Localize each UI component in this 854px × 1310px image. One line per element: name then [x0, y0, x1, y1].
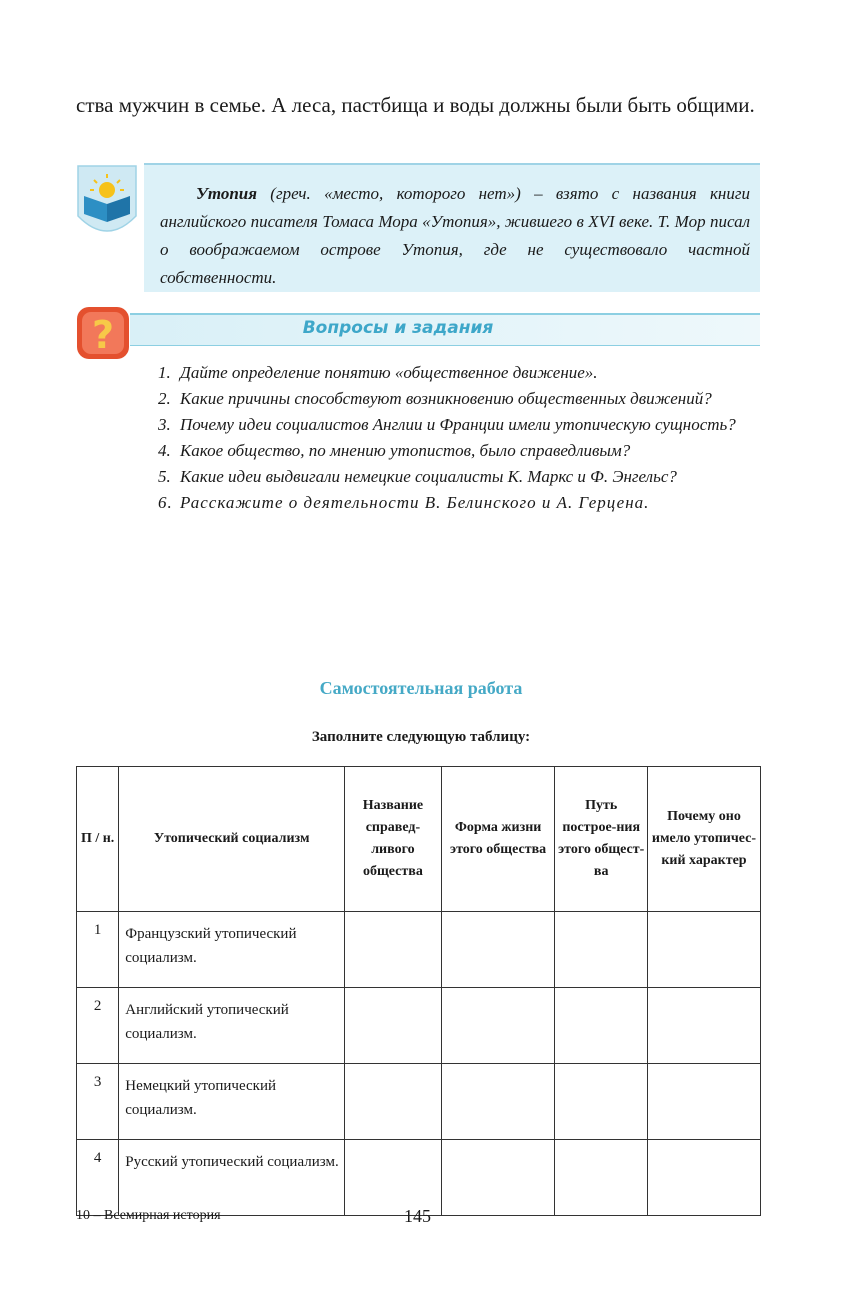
- row-name: Французский утопический социализм.: [119, 912, 345, 988]
- question-number: 2.: [158, 389, 171, 408]
- question-number: 6.: [158, 493, 173, 512]
- question-number: 3.: [158, 415, 171, 434]
- row-number: 3: [77, 1064, 119, 1140]
- row-name: Немецкий утопический социализм.: [119, 1064, 345, 1140]
- row-number: 1: [77, 912, 119, 988]
- definition-term: Утопия: [196, 184, 257, 203]
- row-number: 4: [77, 1140, 119, 1216]
- header-why-utopian: Почему оно имело утопичес-кий характер: [647, 767, 760, 912]
- question-mark-icon: [74, 304, 132, 362]
- table-cell[interactable]: [555, 912, 647, 988]
- intro-paragraph: ства мужчин в семье. А леса, пастбища и воды должны были быть общими.: [76, 93, 755, 117]
- question-item: [158, 386, 750, 412]
- table-cell[interactable]: [441, 988, 555, 1064]
- question-item: [158, 490, 750, 516]
- page-number: 145: [404, 1206, 431, 1226]
- table-cell[interactable]: [555, 1140, 647, 1216]
- table-row: [77, 988, 761, 1064]
- definition-text: [160, 180, 750, 292]
- question-item: [158, 438, 750, 464]
- question-text: Какие идеи выдвигали немецкие социалисты К. Маркс и Ф. Энгельс?: [180, 467, 677, 486]
- row-name: Русский утопический социализм.: [119, 1140, 345, 1216]
- question-item: [158, 412, 750, 438]
- table-cell[interactable]: [647, 1064, 760, 1140]
- worksheet-table: [76, 766, 761, 1216]
- footer-book-title: 10 – Всемирная история: [76, 1208, 221, 1223]
- questions-title: Вопросы и задания: [302, 318, 494, 338]
- question-text: Какие причины способствуют возникновению общественных движений?: [180, 389, 712, 408]
- table-cell[interactable]: [441, 1140, 555, 1216]
- question-number: 1.: [158, 363, 171, 382]
- question-item: [158, 360, 750, 386]
- table-row: [77, 912, 761, 988]
- table-cell[interactable]: [555, 988, 647, 1064]
- table-row: [77, 1064, 761, 1140]
- question-text: Расскажите о деятельности В. Белинского и А. Герцена.: [180, 493, 650, 512]
- table-header-row: [77, 767, 761, 912]
- svg-text:?: ?: [91, 313, 115, 357]
- header-number: П / н.: [77, 767, 119, 912]
- open-book-sun-icon: [76, 164, 138, 240]
- table-cell[interactable]: [647, 912, 760, 988]
- questions-list: [158, 360, 750, 516]
- question-text: Дайте определение понятию «общественное движение».: [180, 363, 598, 382]
- table-cell[interactable]: [441, 912, 555, 988]
- question-number: 5.: [158, 467, 171, 486]
- question-text: Почему идеи социалистов Англии и Франции имели утопическую сущность?: [180, 415, 736, 434]
- row-name: Английский утопический социализм.: [119, 988, 345, 1064]
- self-work-title: Самостоятельная работа: [319, 678, 523, 698]
- table-cell[interactable]: [441, 1064, 555, 1140]
- definition-body: (греч. «место, которого нет») – взято с названия книги английского писателя Томаса Мора «Утопия», жившего в XVI веке. Т. Мор писал о воображаемом острове Утопия, где не существовало частной собственности.: [160, 184, 750, 287]
- table-cell[interactable]: [345, 988, 442, 1064]
- row-number: 2: [77, 988, 119, 1064]
- table-cell[interactable]: [555, 1064, 647, 1140]
- question-text: Какое общество, по мнению утопистов, было справедливым?: [180, 441, 631, 460]
- table-instruction: Заполните следующую таблицу:: [311, 729, 531, 745]
- header-form-of-life: Форма жизни этого общества: [441, 767, 555, 912]
- table-cell[interactable]: [345, 912, 442, 988]
- header-just-society-name: Название справед-ливого общества: [345, 767, 442, 912]
- question-number: 4.: [158, 441, 171, 460]
- header-path-of-building: Путь построе-ния этого общест-ва: [555, 767, 647, 912]
- table-cell[interactable]: [345, 1064, 442, 1140]
- question-item: [158, 464, 750, 490]
- table-cell[interactable]: [647, 1140, 760, 1216]
- table-cell[interactable]: [647, 988, 760, 1064]
- header-utopian-socialism: Утопический социализм: [119, 767, 345, 912]
